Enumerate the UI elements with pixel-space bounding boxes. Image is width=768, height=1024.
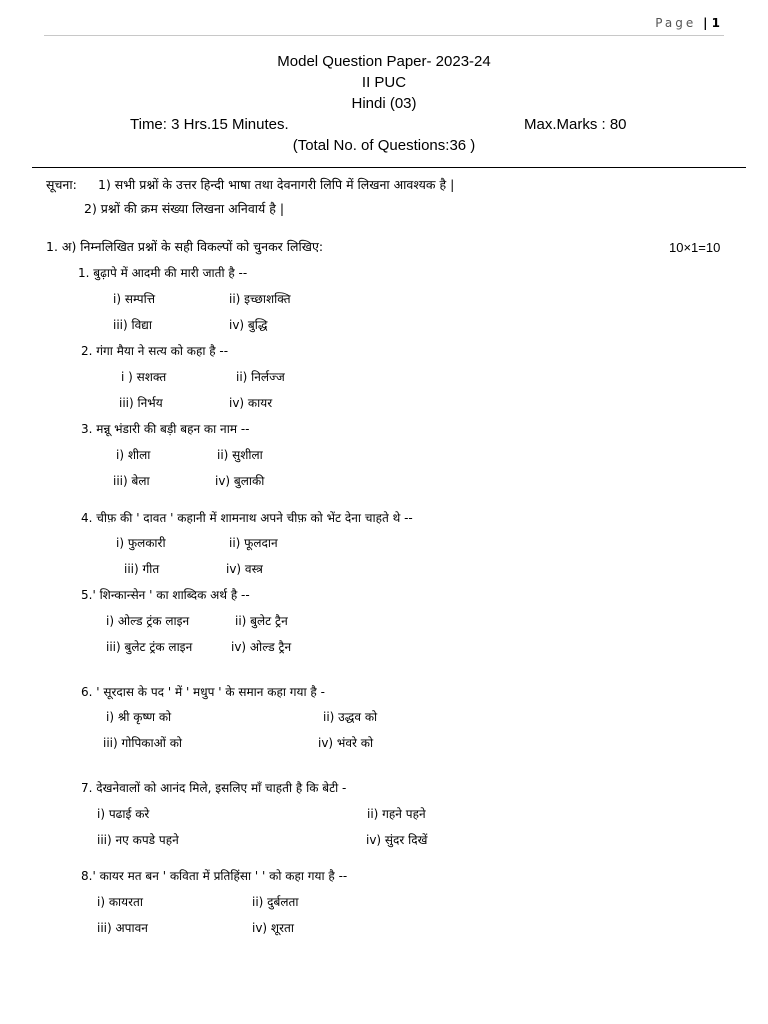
option: iv) सुंदर दिखें xyxy=(366,833,428,847)
option: iv) बुद्धि xyxy=(229,318,268,332)
max-marks-label: Max.Marks : 80 xyxy=(524,116,627,133)
question-text: 2. गंगा मैया ने सत्य को कहा है -- xyxy=(81,344,229,358)
instructions-label: सूचना: xyxy=(46,177,77,192)
option: ii) बुलेट ट्रैन xyxy=(235,614,288,628)
option: iii) बुलेट ट्रंक लाइन xyxy=(106,640,193,654)
option: i) फुलकारी xyxy=(116,536,166,550)
total-questions-label: (Total No. of Questions:36 ) xyxy=(292,137,476,154)
option: iii) गीत xyxy=(124,562,160,576)
section-heading: 1. अ) निम्नलिखित प्रश्नों के सही विकल्पों को चुनकर लिखिए: xyxy=(46,239,324,254)
option: i) पढाई करे xyxy=(97,807,150,821)
page-label: Page xyxy=(655,16,697,30)
option: i) सम्पत्ति xyxy=(113,292,155,306)
page-number-header: Page | 1 xyxy=(655,16,720,30)
option: iv) कायर xyxy=(229,396,273,410)
question-text: 1. बुढ़ापे में आदमी की मारी जाती है -- xyxy=(78,266,248,280)
option: i) कायरता xyxy=(97,895,143,909)
option: ii) इच्छाशक्ति xyxy=(229,292,291,306)
option: iv) ओल्ड ट्रैन xyxy=(231,640,292,654)
subject-label: Hindi (03) xyxy=(351,95,417,112)
question-text: 5.' शिन्कान्सेन ' का शाब्दिक अर्थ है -- xyxy=(81,588,250,602)
question-text: 8.' कायर मत बन ' कविता में प्रतिहिंसा ' ' को कहा गया है -- xyxy=(81,869,348,883)
question-text: 6. ' सूरदास के पद ' में ' मधुप ' के समान कहा गया है - xyxy=(81,685,325,699)
option: ii) गहने पहने xyxy=(367,807,426,821)
section-marks: 10×1=10 xyxy=(669,240,721,255)
option: ii) निर्लज्ज xyxy=(236,370,285,384)
option: i) ओल्ड ट्रंक लाइन xyxy=(106,614,190,628)
option: ii) फूलदान xyxy=(229,536,278,550)
option: iv) भंवरे को xyxy=(318,736,374,750)
option: iv) शूरता xyxy=(252,921,294,935)
question-text: 3. मन्नू भंडारी की बड़ी बहन का नाम -- xyxy=(81,422,250,436)
time-label: Time: 3 Hrs.15 Minutes. xyxy=(130,116,289,133)
option: i ) सशक्त xyxy=(121,370,167,384)
option: i) शीला xyxy=(116,448,151,462)
option: iii) अपावन xyxy=(97,921,148,935)
option: iii) गोपिकाओं को xyxy=(103,736,183,750)
section-rule xyxy=(32,167,746,168)
option: ii) सुशीला xyxy=(217,448,263,462)
question-text: 4. चीफ़ की ' दावत ' कहानी में शामनाथ अपने चीफ़ को भेंट देना चाहते थे -- xyxy=(81,511,413,525)
option: i) श्री कृष्ण को xyxy=(106,710,172,724)
option: iii) बेला xyxy=(113,474,150,488)
instruction-item: 2) प्रश्नों की क्रम संख्या लिखना अनिवार्य है | xyxy=(84,201,285,216)
instruction-item: 1) सभी प्रश्नों के उत्तर हिन्दी भाषा तथा देवनागरी लिपि में लिखना आवश्यक है | xyxy=(98,177,455,192)
option: iii) नए कपडे पहने xyxy=(97,833,179,847)
header-rule xyxy=(44,35,724,36)
option: iv) वस्त्र xyxy=(226,562,263,576)
option: iii) निर्भय xyxy=(119,396,163,410)
paper-title: Model Question Paper- 2023-24 xyxy=(277,53,491,70)
option: ii) उद्धव को xyxy=(323,710,378,724)
page-number: 1 xyxy=(711,16,720,30)
option: ii) दुर्बलता xyxy=(252,895,299,909)
question-text: 7. देखनेवालों को आनंद मिले, इसलिए माँ चाहती है कि बेटी - xyxy=(81,781,347,795)
class-label: II PUC xyxy=(361,74,407,91)
option: iv) बुलाकी xyxy=(215,474,265,488)
option: iii) विद्या xyxy=(113,318,152,332)
